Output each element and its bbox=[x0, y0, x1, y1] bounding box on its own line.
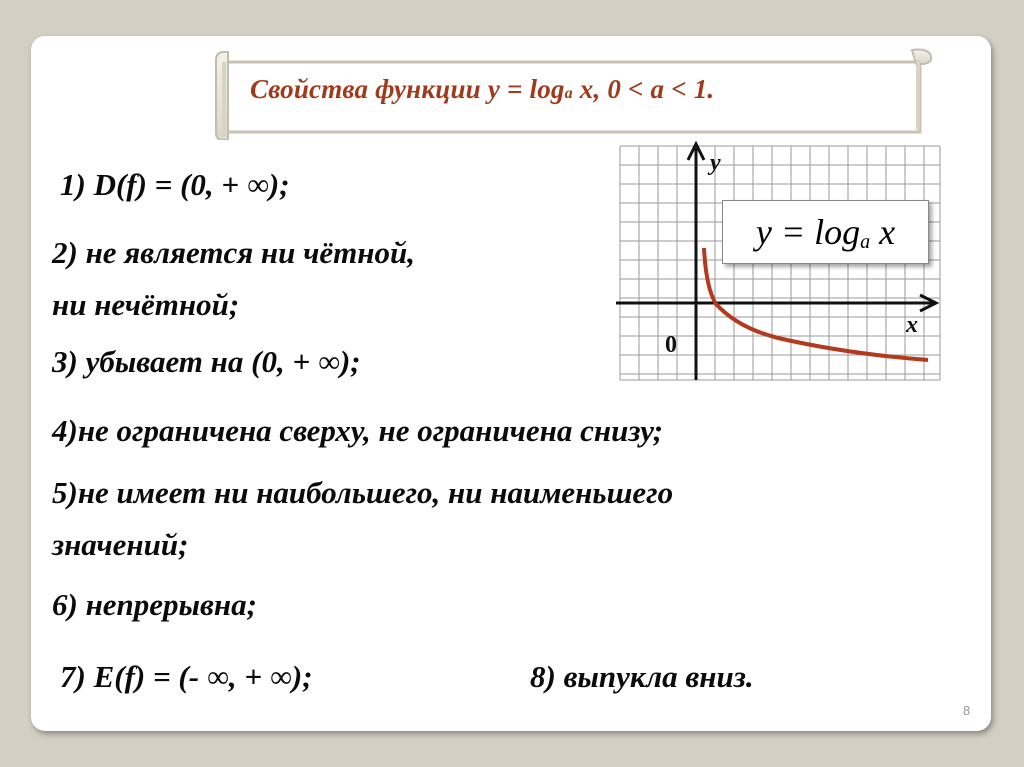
title-after: x, 0 < a < 1. bbox=[572, 74, 715, 104]
formula-suffix: x bbox=[870, 212, 896, 252]
property-5-cont: значений; bbox=[52, 527, 189, 562]
property-1: 1) D(f) = (0, + ∞); bbox=[60, 167, 290, 202]
x-axis-label: x bbox=[906, 312, 918, 338]
property-6: 6) непрерывна; bbox=[52, 587, 257, 622]
property-4: 4)не ограничена сверху, не ограничена снизу; bbox=[52, 413, 664, 448]
property-2-cont: ни нечётной; bbox=[52, 287, 240, 322]
y-axis-label: y bbox=[710, 150, 721, 176]
function-graph bbox=[608, 138, 948, 393]
property-8: 8) выпукла вниз. bbox=[530, 659, 754, 694]
title-before: Свойства функции y = log bbox=[250, 74, 565, 104]
formula-base: a bbox=[860, 231, 871, 253]
property-7: 7) E(f) = (- ∞, + ∞); bbox=[60, 659, 313, 694]
property-3: 3) убывает на (0, + ∞); bbox=[52, 344, 361, 379]
title-base: a bbox=[564, 85, 573, 102]
formula-prefix: y = log bbox=[755, 212, 861, 252]
property-2: 2) не является ни чётной, bbox=[52, 235, 415, 270]
page-number: 8 bbox=[963, 703, 971, 718]
formula-box bbox=[722, 200, 929, 264]
page-title bbox=[250, 74, 930, 105]
property-5: 5)не имеет ни наибольшего, ни наименьшего bbox=[52, 475, 674, 510]
origin-label: 0 bbox=[665, 332, 677, 358]
